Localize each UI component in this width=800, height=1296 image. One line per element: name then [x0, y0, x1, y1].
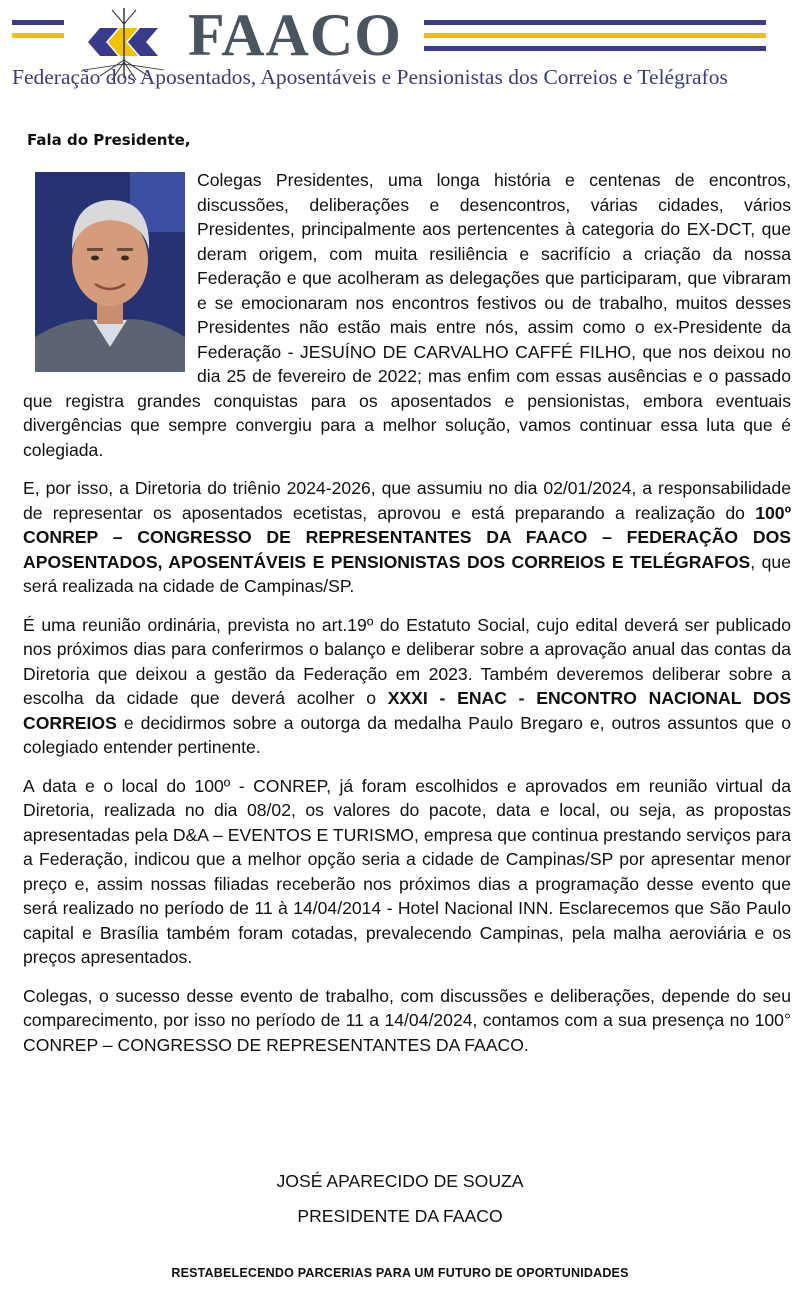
header-stripe-top-left [12, 20, 64, 25]
president-photo [35, 172, 185, 372]
paragraph-text: Colegas Presidentes, uma longa história e centenas de encontros, discussões, deliberações e desencontros, várias cidades, vários Presidentes, principalmente aos pertencentes à categoria do EX-DCT, que deram origem, com muita resiliência e sacrifício a criação da nossa Federação e que acolheram as delegações que participaram, que vibraram e se emocionaram nos encontros festivos ou de trabalho, muitos desses Presidentes não estão mais entre nós, assim como o ex-Presidente da Federação - JESUÍNO DE CARVALHO CAFFÉ FILHO, que nos deixou no dia 25 de fevereiro de 2022; mas enfim com essas ausências e o passado que registra grandes conquistas para os aposentados e pensionistas, embora eventuais divergências que sempre convergiu para a melhor solução, vamos continuar essa luta que é colegiada. [23, 170, 791, 460]
letter-body [23, 168, 791, 1071]
header-stripe-low-right [424, 46, 766, 51]
paragraph-text: e decidirmos sobre a outorga da medalha Paulo Bregaro e, outros assuntos que o colegiado entender pertinente. [23, 712, 791, 757]
paragraph-2 [23, 476, 791, 599]
greeting: Fala do Presidente, [27, 131, 191, 149]
brand-name: FAACO [188, 2, 402, 68]
footer-slogan: RESTABELECENDO PARCERIAS PARA UM FUTURO DE OPORTUNIDADES [171, 1266, 629, 1280]
paragraph-text: E, por isso, a Diretoria do triênio 2024-2026, que assumiu no dia 02/01/2024, a responsabilidade de representar os aposentados ecetistas, aprovou e está preparando a realização do [23, 478, 791, 523]
signature-name: JOSÉ APARECIDO DE SOUZA [276, 1171, 524, 1191]
paragraph-text: A data e o local do 100º - CONREP, já foram escolhidos e aprovados em reunião virtual da Diretoria, realizada no dia 08/02, os valores do pacote, data e local, ou seja, as propostas apresentadas pela D&A – EVENTOS E TURISMO, empresa que continua prestando serviços para a Federação, indicou que a melhor opção seria a cidade de Campinas/SP por apresentar menor preço e, assim nossas filiadas receberão nos próximos dias a programação desse evento que será realizado no período de 11 à 14/04/2014 - Hotel Nacional INN. Esclarecemos que São Paulo capital e Brasília também foram cotadas, prevalecendo Campinas, pela malha aeroviária e os preços apresentados. [23, 775, 791, 967]
paragraph-bold-text: 100º CONREP – CONGRESSO DE REPRESENTANTES DA FAACO – FEDERAÇÃO DOS APOSENTADOS, APOSENTÁVEIS E PENSIONISTAS DOS CORREIOS E TELÉGRAFOS [23, 502, 791, 572]
header-stripe-top-right [424, 20, 766, 25]
header-stripe-mid-right [424, 33, 766, 38]
header-stripe-bottom-left [12, 33, 64, 38]
paragraph-3 [23, 613, 791, 760]
paragraph-text: , que será realizada na cidade de Campinas/SP. [23, 551, 791, 596]
paragraph-5 [23, 984, 791, 1058]
paragraph-text: Colegas, o sucesso desse evento de trabalho, com discussões e deliberações, depende do seu comparecimento, por isso no período de 11 a 14/04/2024, contamos com a sua presença no 100° CONREP – CONGRESSO DE REPRESENTANTES DA FAACO. [23, 985, 791, 1055]
signature-title: PRESIDENTE DA FAACO [297, 1206, 503, 1226]
paragraph-text: É uma reunião ordinária, prevista no art.19º do Estatuto Social, cujo edital deverá ser publicado nos próximos dias para conferirmos o balanço e deliberar sobre a aprovação anual das contas da Diretoria que deixou a gestão da Federação em 2023. Também deveremos deliberar sobre a escolha da cidade que deverá acolher o [23, 614, 791, 708]
brand-subtitle: Federação dos Aposentados, Aposentáveis e Pensionistas dos Correios e Telégrafos [12, 65, 728, 89]
paragraph-bold-text: XXXI - ENAC - ENCONTRO NACIONAL DOS CORREIOS [23, 688, 791, 733]
paragraph-4 [23, 774, 791, 970]
letterhead [0, 0, 800, 100]
